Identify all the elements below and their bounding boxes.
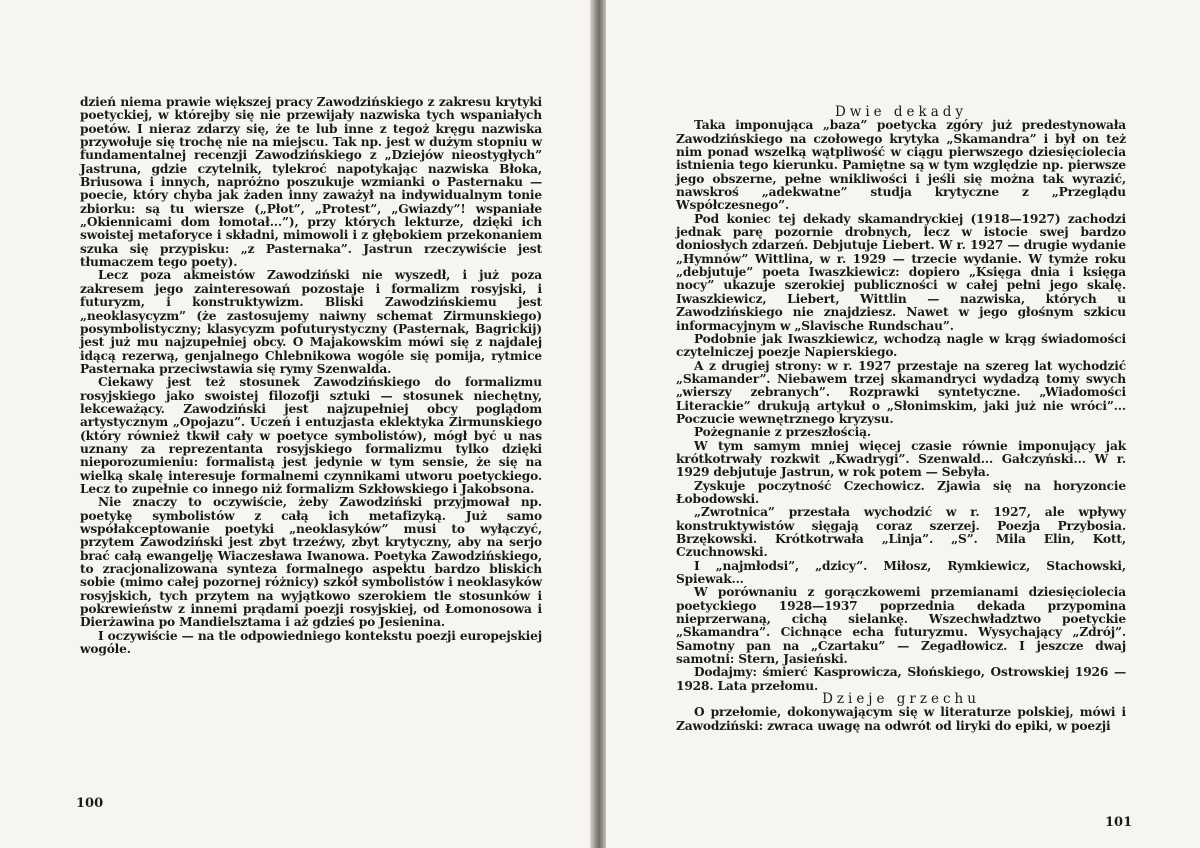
right-paragraph-5: Pożegnanie z przeszłością. — [694, 425, 871, 440]
right-paragraph-8: „Zwrotnica” przestała wychodzić w r. 1927, ale wpływy konstruktywistów sięgają coraz szerzej. Poezja Przybosia. Brzękowski. Krótkotrwała „Linja”. „S”. Mila Elin, Kott, Czuchnowski. — [676, 505, 1126, 560]
left-paragraph-2: Lecz poza akmeistów Zawodziński nie wyszedł, i już poza zakresem jego zainteresowań pozostaje i formalizm rosyjski, i futuryzm, i konstruktywizm. Bliski Zawodzińskiemu jest „neoklasycyzm” (że zastosujemy naiwny schemat Zirmunskiego) posymbolistyczny; klasycyzm pofuturystyczny (Pasternak, Bagrickij) jest już mu najzupełniej obcy. O Majakowskim mówi się z najdalej idącą rezerwą, genjalnego Chlebnikowa wogóle się pomija, rytmice Pasternaka przeciwstawia się rymy Szenwalda. — [80, 268, 542, 376]
left-paragraph-1: dzień niema prawie większej pracy Zawodzińskiego z zakresu krytyki poetyckiej, w którejby się nie przewijały nazwiska tych wspaniałych poetów. I nieraz zdarzy się, że te lub inne z tegoż kręgu nazwiska przywołuje się trochę nie na miejscu. Tak np. jest w dużym stopniu w fundamentalnej recenzji Zawodzińskiego z „Dziejów nieostygłych” Jastruna, gdzie czytelnik, tylekroć napotykając nazwiska Błoka, Briusowa i innych, napróżno poszukuje wzmianki o Pasternaku — poecie, który chyba jak żaden inny zaważył na indywidualnym tonie zbiorku: są tu wiersze („Płot”, „Protest”, „Gwiazdy”! wspaniałe „Okiennicami dom łomotał...”), przy których lekturze, dzięki ich swoistej metaforyce i składni, mimowoli i z głębokiem przekonaniem szuka się przypisku: „z Pasternaka”. Jastrun rzeczywiście jest tłumaczem tego poety). — [80, 95, 542, 270]
right-paragraph-4: A z drugiej strony: w r. 1927 przestaje na szereg lat wychodzić „Skamander”. Niebawem trzej skamandryci wydadzą tomy swych „wierszy zebranych”. Rozprawki syntetyczne. „Wiadomości Literackie” drukują artykuł o „Słonimskim, jaki już nie wróci”... Poczucie wewnętrznego kryzysu. — [676, 358, 1126, 426]
section-heading-dzieje-grzechu: Dzieje grzechu — [822, 691, 980, 708]
left-paragraph-4: Nie znaczy to oczywiście, żeby Zawodziński przyjmował np. poetykę symbolistów z całą ich metafizyką. Już samo współakceptowanie poetyki „neoklasyków” musi to wyłączyć, przytem Zawodziński jest zbyt trzeźwy, zbyt krytyczny, aby na serjo brać całą ewangelję Wiaczesława Iwanowa. Poetyka Zawodzińskiego, to zracjonalizowana synteza formalnego aspektu bardzo bliskich sobie (mimo całej pozornej różnicy) szkół symbolistów i neoklasyków rosyjskich, tych przytem na wyjątkowo szerokiem tle stosunków i pokrewieństw z innemi prądami poezji rosyjskiej, od Łomonosowa i Dierżawina po Mandielsztama i aż gdzieś po Jesienina. — [80, 495, 542, 630]
right-paragraph-11: Dodajmy: śmierć Kasprowicza, Słońskiego, Ostrowskiej 1926 — 1928. Lata przełomu. — [676, 665, 1126, 693]
left-page — [0, 0, 594, 848]
right-page-text — [676, 106, 1126, 733]
left-page-text — [80, 96, 542, 656]
right-page-number: 101 — [1105, 815, 1133, 830]
right-paragraph-6: W tym samym mniej więcej czasie równie imponujący jak krótkotrwały rozkwit „Kwadrygi”. Szenwald... Gałczyński... W r. 1929 debjutuje Jastrun, w rok potem — Sebyła. — [676, 438, 1126, 480]
left-paragraph-3: Ciekawy jest też stosunek Zawodzińskiego do formalizmu rosyjskiego jako swoistej filozofji sztuki — stosunek niechętny, lekceważący. Zawodziński jest najzupełniej obcy poglądom artystycznym „Opojazu”. Uczeń i entuzjasta eklektyka Zirmunskiego (który również tkwił cały w poetyce symbolistów), mógł być u nas uznany za reprezentanta rosyjskiego formalizmu tylko dzięki nieporozumieniu: formalistą jest jedynie w tym sensie, że się na wielką skalę interesuje formalnemi czynnikami utworu poetyckiego. Lecz to zupełnie co innego niż formalizm Szkłowskiego i Jakobsona. — [80, 375, 542, 496]
left-page-number: 100 — [76, 796, 104, 811]
right-paragraph-2: Pod koniec tej dekady skamandryckiej (1918—1927) zachodzi jednak parę pozornie drobnych, lecz w istocie swej bardzo doniosłych zdarzeń. Debjutuje Liebert. W r. 1927 — drugie wydanie „Hymnów” Wittlina, w r. 1929 — trzecie wydanie. W tymże roku „debjutuje” poeta Iwaszkiewicz: dopiero „Księga dnia i księga nocy” ukazuje szerokiej publiczności w całej pełni jego skalę. Iwaszkiewicz, Liebert, Wittlin — nazwiska, których u Zawodzińskiego nie znajdziesz. Nawet w jego głośnym szkicu informacyjnym w „Slavische Rundschau”. — [676, 211, 1126, 333]
right-paragraph-7: Zyskuje poczytność Czechowicz. Zjawia się na horyzoncie Łobodowski. — [676, 478, 1126, 506]
right-paragraph-3: Podobnie jak Iwaszkiewicz, wchodzą nagle w krąg świadomości czytelniczej poezje Napierskiego. — [676, 331, 1126, 360]
right-paragraph-12: O przełomie, dokonywającym się w literaturze polskiej, mówi i Zawodziński: zwraca uwagę na odwrót od liryki do epiki, w poezji — [676, 705, 1126, 733]
section-heading-dwie-dekady: Dwie dekady — [834, 104, 968, 120]
right-paragraph-9: I „najmłodsi”, „dzicy”. Miłosz, Rymkiewicz, Stachowski, Spiewak... — [676, 558, 1126, 587]
left-paragraph-5: I oczywiście — na tle odpowiedniego kontekstu poezji europejskiej wogóle. — [80, 628, 542, 657]
right-paragraph-10: W porównaniu z gorączkowemi przemianami dziesięciolecia poetyckiego 1928—1937 poprzednia dekada przypomina nieprzerwaną, cichą sielankę. Wszechwładztwo poetyckie „Skamandra”. Cichnące echa futuryzmu. Wysychający „Zdrój”. Samotny pan na „Czartaku” — Zegadłowicz. I jeszcze dwaj samotni: Stern, Jasieński. — [676, 585, 1126, 667]
right-paragraph-1: Taka imponująca „baza” poetycka zgóry już predestynowała Zawodzińskiego na czołowego krytyka „Skamandra” i był on też nim ponad wszelką wątpliwość w ciągu pierwszego dziesięciolecia istnienia tego kierunku. Pamiętne są w tym względzie np. pierwsze jego obszerne, pełne wnikliwości i jeśli się można tak wyrazić, nawskroś „adekwatne” studja krytyczne z „Przeglądu Współczesnego”. — [676, 118, 1126, 213]
